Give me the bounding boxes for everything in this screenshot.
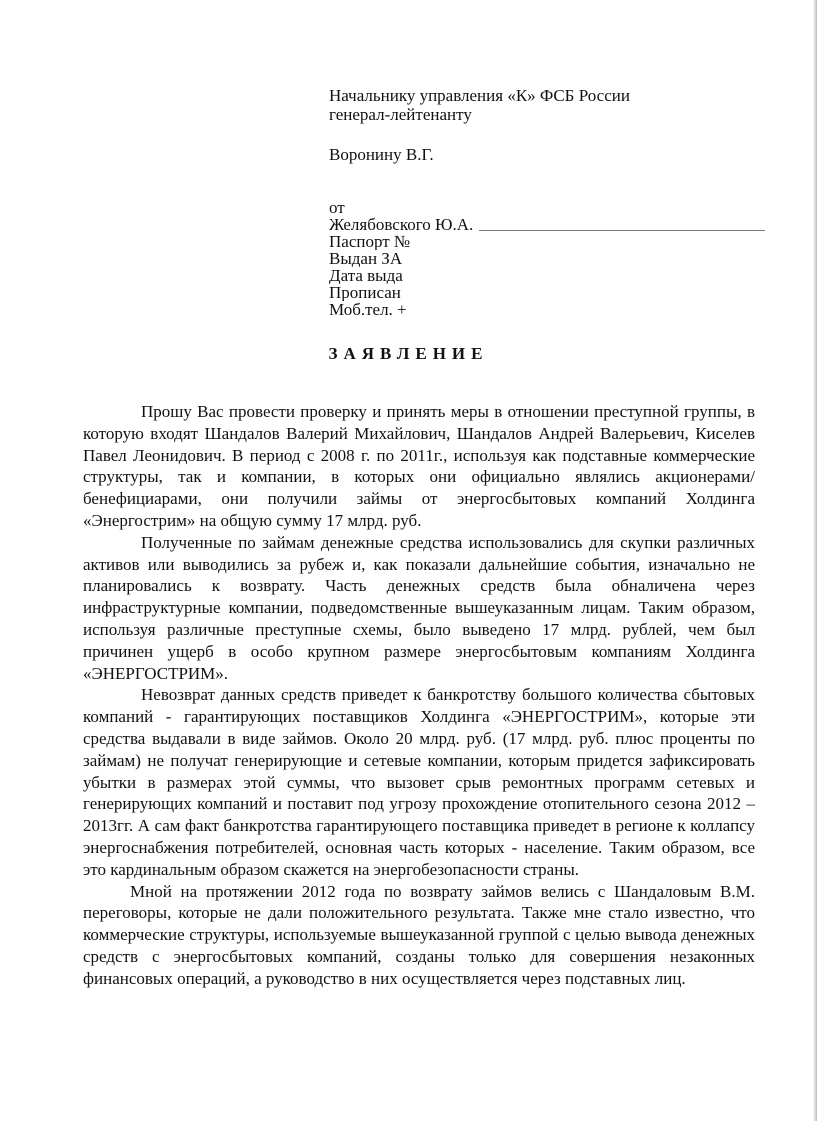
addressee-position: Начальнику управления «К» ФСБ России [329,86,630,105]
body-paragraph: Полученные по займам денежные средства использовались для скупки различных активов или выводились за рубеж и, как показали дальнейшие события, изначально не планировались к возврату. Часть денежных средств была обналичена через инфраструктурные компании, подведомственные вышеуказанным лицам. Таким образом, используя различные преступные схемы, было выведено 17 млрд. рублей, чем был причинен ущерб в особо крупном размере энергосбытовым компаниям Холдинга «ЭНЕРГОСТРИМ». [83,532,755,683]
sender-name-underline [479,230,765,231]
body-paragraph: Невозврат данных средств приведет к банкротству большого количества сбытовых компаний - гарантирующих поставщиков Холдинга «ЭНЕРГОСТРИМ», которые эти средства выдавали в виде займов. Около 20 млрд. руб. (17 млрд. руб. плюс проценты по займам) не получат генерирующие и сетевые компании, которым придется зафиксировать убытки в размерах этой суммы, что вызовет срыв ремонтных программ сетевых и генерирующих компаний и поставит под угрозу прохождение отопительного сезона 2012 – 2013гг. А сам факт банкротства гарантирующего поставщика приведет в регионе к коллапсу энергоснабжения потребителей, основная часть которых - население. Таким образом, все это кардинальным образом скажется на энергобезопасности страны. [83,685,755,879]
scan-edge-shadow [813,0,817,1121]
addressee-name: Воронину В.Г. [329,145,434,164]
sender-from-label: от [329,198,345,217]
sender-issued-label: Выдан ЗА [329,250,403,267]
document-body [83,401,755,990]
sender-registered-label: Прописан [329,284,401,301]
addressee-rank: генерал-лейтенанту [329,105,472,124]
sender-issue-date-label: Дата выда [329,267,403,284]
sender-passport-label: Паспорт № [329,233,411,250]
sender-name-line [329,216,765,233]
sender-block [329,200,769,318]
addressee-block [329,86,630,164]
document-title: ЗАЯВЛЕНИЕ [328,344,489,363]
body-paragraph: Мной на протяжении 2012 года по возврату займов велись с Шандаловым В.М. переговоры, которые не дали положительного результата. Также мне стало известно, что коммерческие структуры, используемые вышеуказанной группой с целью вывода денежных средств с энергосбытовых компаний, созданы только для совершения незаконных финансовых операций, а руководство в них осуществляется через подставных лиц. [83,881,755,988]
body-paragraph: Прошу Вас провести проверку и принять меры в отношении преступной группы, в которую входят Шандалов Валерий Михайлович, Шандалов Андрей Валерьевич, Киселев Павел Леонидович. В период с 2008 г. по 2011г., используя как подставные коммерческие структуры, так и компании, в которых они официально являлись акционерами/бенефициарами, они получили займы от энергосбытовых компаний Холдинга «Энергострим» на общую сумму 17 млрд. руб. [83,402,755,530]
sender-phone-label: Моб.тел. + [329,301,407,318]
sender-name: Желябовского Ю.А. [329,215,474,234]
